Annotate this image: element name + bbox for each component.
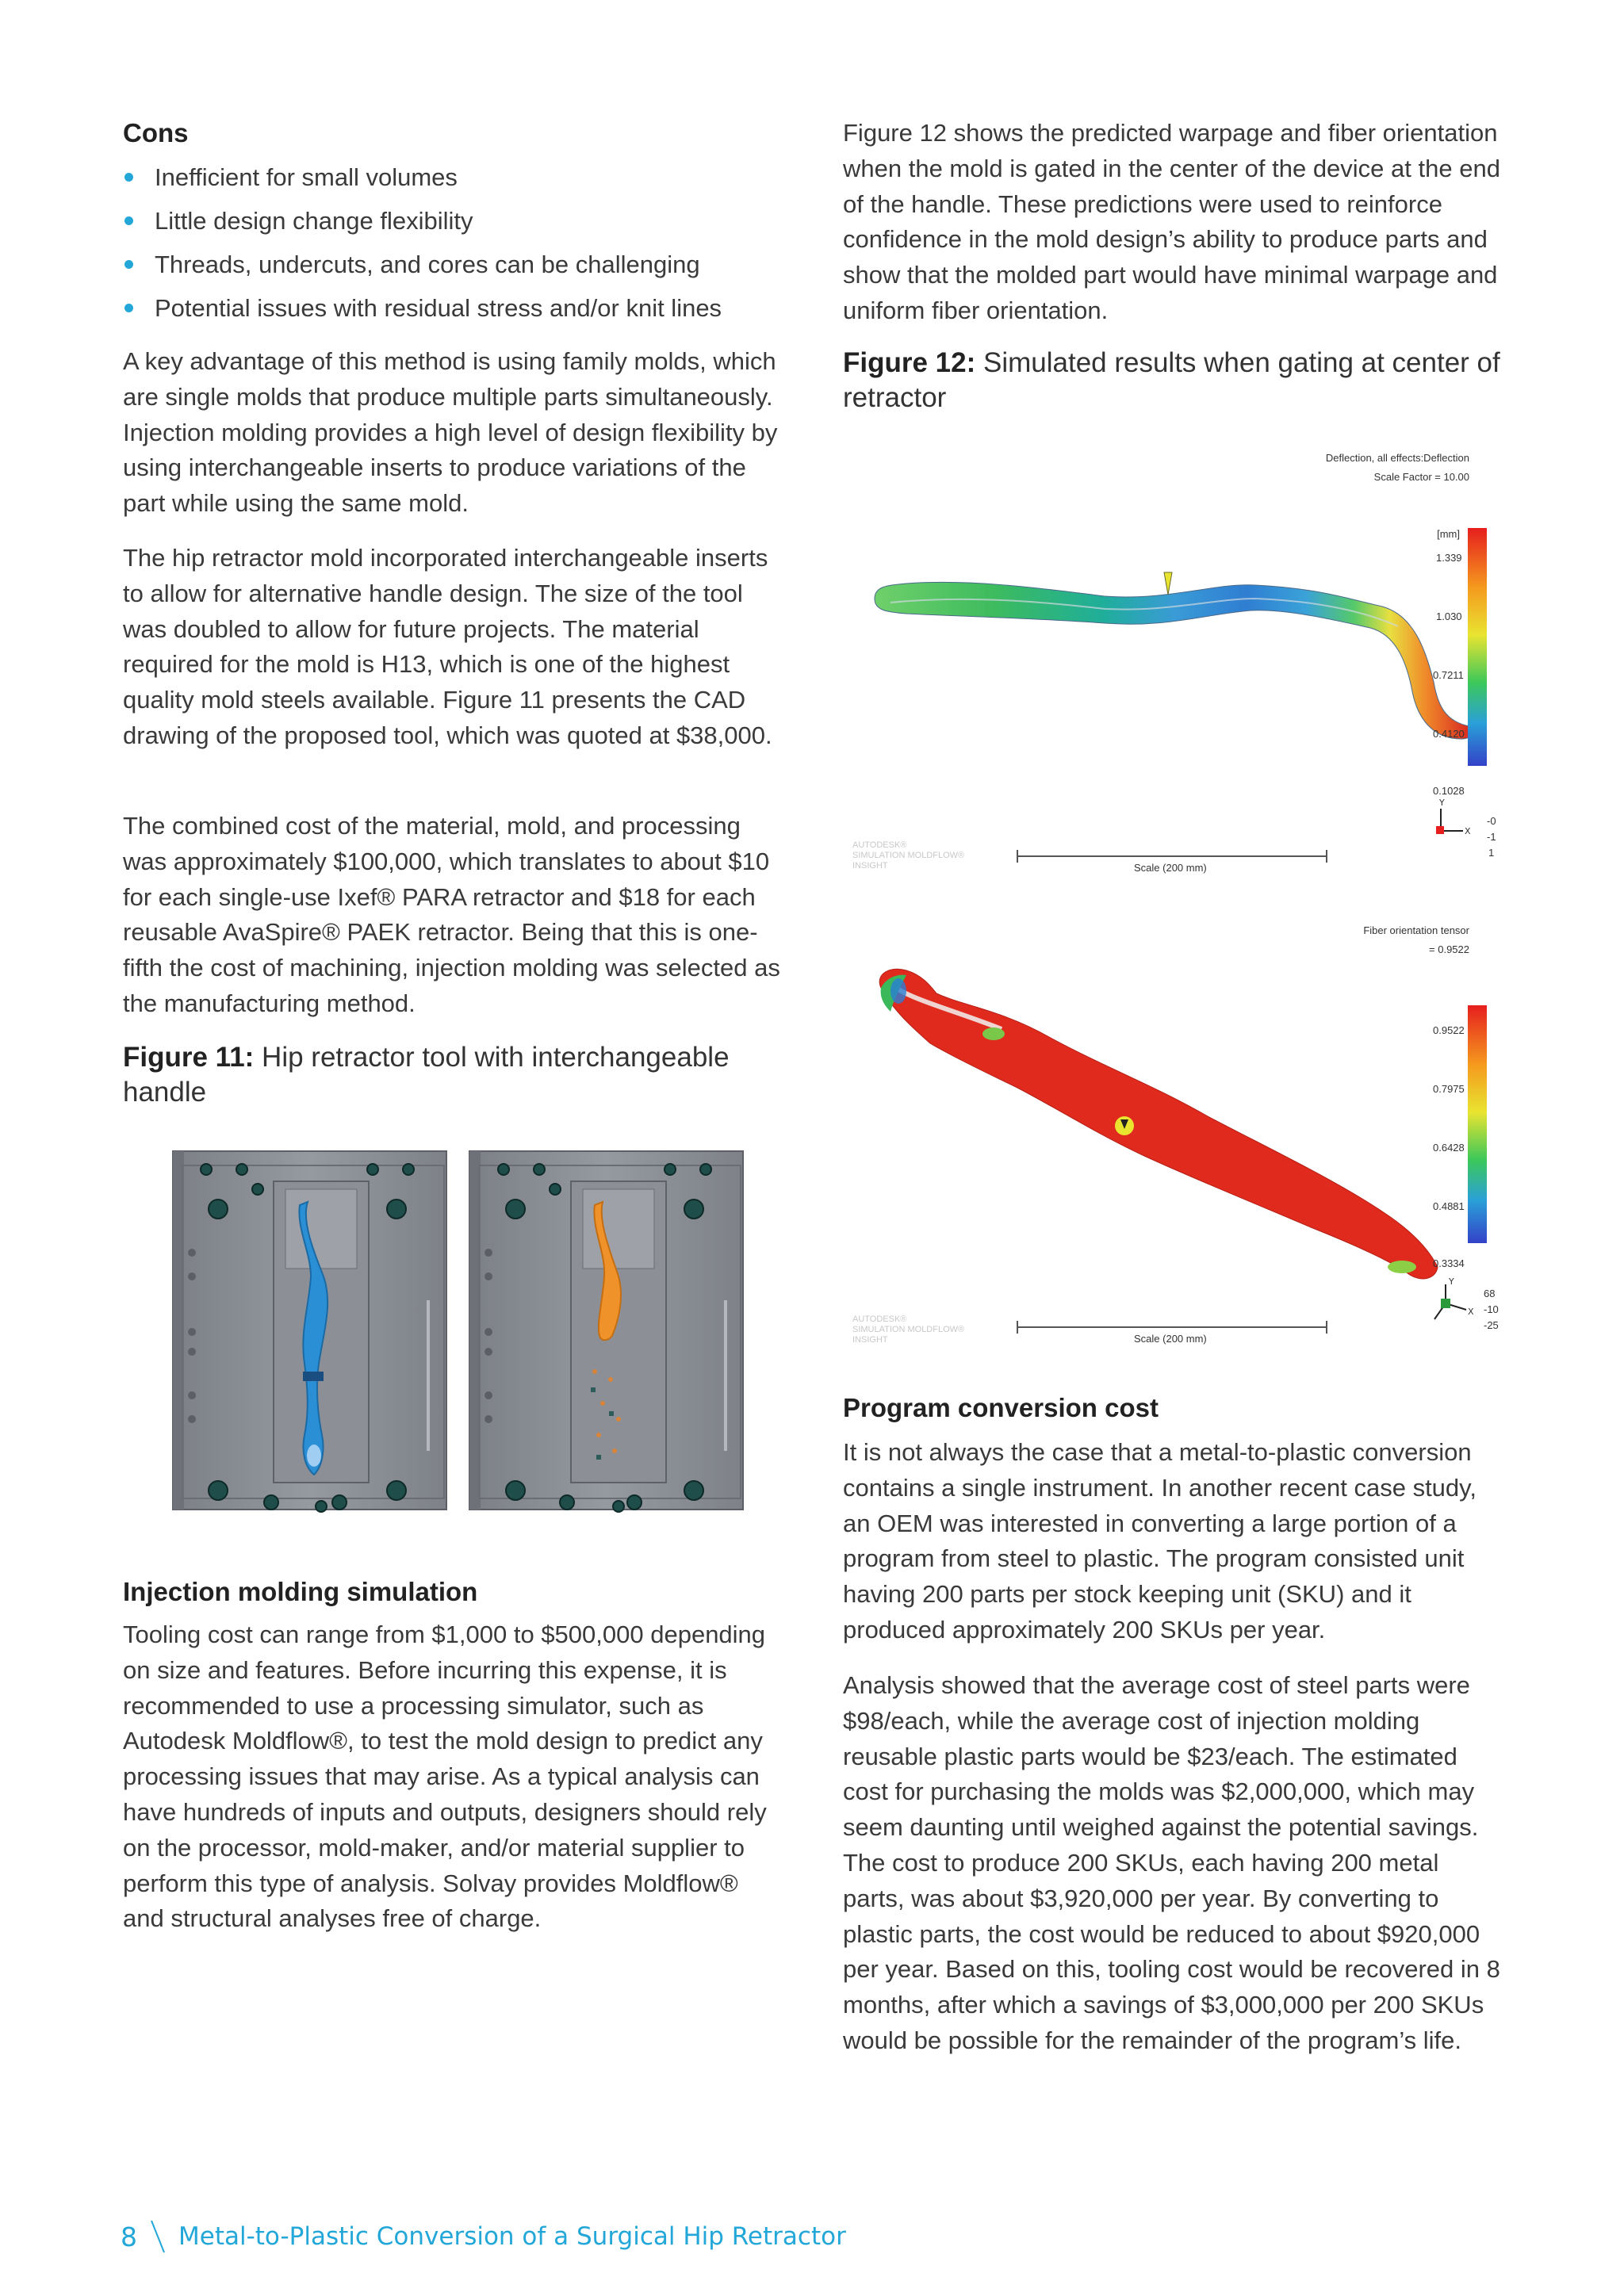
deflection-unit: [mm] xyxy=(1437,528,1460,540)
paragraph-family-molds: A key advantage of this method is using family molds, which are single molds that produce multiple parts simultaneously. Injection molding provides a high level of design flexibility by using interchangeable inserts to produce variations of the part while using the same mold. xyxy=(123,347,778,518)
bullet-dot xyxy=(124,304,133,312)
gate-marker xyxy=(1164,572,1172,595)
figure-11-caption: Figure 11: Hip retractor tool with interchangeable handle xyxy=(123,1042,730,1108)
triad-value: -1 xyxy=(1487,831,1496,843)
page-footer xyxy=(121,2217,846,2256)
moldflow-watermark: AUTODESK® SIMULATION MOLDFLOW® INSIGHT xyxy=(852,840,965,871)
mold-half-right xyxy=(469,1151,743,1512)
legend-value: 0.6428 xyxy=(1433,1142,1465,1154)
cons-heading: Cons xyxy=(123,118,189,147)
deflection-plot xyxy=(843,444,1501,888)
paragraph-simulation: Tooling cost can range from $1,000 to $500,000 depending on size and features. Before incurring this expense, it is recommended to use a processing simulator, such as Autodesk Moldflow®, to test the mold design to predict any processing issues that may arise. As a typical analysis can have hundreds of inputs and outputs, designers should rely on the processor, mold-maker, and/or material supplier to perform this type of analysis. Solvay provides Moldflow® and structural analyses free of charge. xyxy=(123,1621,767,1933)
triad-value: -25 xyxy=(1484,1319,1499,1331)
svg-text:Y: Y xyxy=(1439,798,1445,808)
fiber-orientation-plot xyxy=(843,918,1501,1362)
legend-value: 0.3334 xyxy=(1433,1257,1465,1269)
legend-value: 0.4881 xyxy=(1433,1200,1465,1212)
svg-text:Y: Y xyxy=(1449,1276,1454,1287)
legend-value: 1.030 xyxy=(1436,610,1462,622)
fiber-color-legend xyxy=(1468,1005,1487,1243)
legend-value: 0.9522 xyxy=(1433,1024,1465,1036)
paragraph-program-intro: It is not always the case that a metal-to-plastic conversion contains a single instrument. In another recent case study, an OEM was interested in converting a large portion of a program from steel to plastic. The program consisted unit having 200 parts per stock keeping unit (SKU) and it produced approximately 200 SKUs per year. xyxy=(843,1438,1477,1644)
triad-value: 1 xyxy=(1488,847,1495,859)
moldflow-watermark: AUTODESK® SIMULATION MOLDFLOW® INSIGHT xyxy=(852,1314,965,1345)
legend-value: 0.7975 xyxy=(1433,1083,1465,1095)
deflection-scale-factor: Scale Factor = 10.00 xyxy=(1373,471,1469,483)
svg-text:X: X xyxy=(1465,826,1471,836)
list-item: Inefficient for small volumes xyxy=(123,155,781,199)
deflection-part-shape xyxy=(875,582,1473,739)
bullet-dot xyxy=(124,173,133,182)
simulation-heading: Injection molding simulation xyxy=(123,1577,478,1606)
triad-value: -10 xyxy=(1484,1303,1499,1315)
triad-value: 68 xyxy=(1484,1288,1496,1299)
figure-11-mold-drawing xyxy=(123,1134,781,1538)
list-item: Little design change flexibility xyxy=(123,199,781,243)
deflection-scale-label: Scale (200 mm) xyxy=(1134,862,1207,874)
footer-separator-icon xyxy=(148,2219,167,2254)
figure-12-caption: Figure 12: Simulated results when gating at center of retractor xyxy=(843,347,1500,413)
deflection-color-legend xyxy=(1468,528,1487,766)
list-item: Threads, undercuts, and cores can be challenging xyxy=(123,243,781,286)
paragraph-combined-cost: The combined cost of the material, mold, and processing was approximately $100,000, which translates to about $10 for each single-use Ixef® PARA retractor and $18 for each reusable AvaSpire® PAEK retractor. Being that this is one-fifth the cost of machining, injection molding was selected as the manufacturing method. xyxy=(123,812,780,1017)
fiber-title: Fiber orientation tensor xyxy=(1363,924,1469,936)
bullet-dot xyxy=(124,216,133,225)
cons-list xyxy=(123,155,781,330)
legend-value: 0.1028 xyxy=(1433,785,1465,797)
legend-value: 1.339 xyxy=(1436,552,1462,564)
svg-text:X: X xyxy=(1468,1307,1474,1317)
fiber-triad xyxy=(1434,1276,1474,1319)
fiber-value: = 0.9522 xyxy=(1429,943,1469,955)
deflection-triad xyxy=(1436,798,1471,836)
paragraph-figure-12-intro: Figure 12 shows the predicted warpage and fiber orientation when the mold is gated in the center of the device at the end of the handle. These predictions were used to reinforce confidence in the mold design’s ability to produce parts and show that the molded part would have minimal warpage and uniform fiber orientation. xyxy=(843,119,1500,324)
legend-value: 0.4120 xyxy=(1433,728,1465,740)
fiber-scale-label: Scale (200 mm) xyxy=(1134,1333,1207,1345)
deflection-panel xyxy=(843,444,1501,888)
fiber-orientation-panel xyxy=(843,918,1501,1362)
program-heading: Program conversion cost xyxy=(843,1393,1159,1422)
list-item: Potential issues with residual stress and/or knit lines xyxy=(123,286,781,330)
triad-value: -0 xyxy=(1487,815,1496,827)
legend-value: 0.7211 xyxy=(1433,669,1464,681)
bullet-dot xyxy=(124,260,133,269)
page-number: 8 xyxy=(121,2221,137,2252)
footer-title: Metal-to-Plastic Conversion of a Surgical Hip Retractor xyxy=(178,2222,846,2251)
paragraph-mold-inserts: The hip retractor mold incorporated interchangeable inserts to allow for alternative handle design. The size of the tool was doubled to allow for future projects. The material required for the mold is H13, which is one of the highest quality mold steels available. Figure 11 presents the CAD drawing of the proposed tool, which was quoted at $38,000. xyxy=(123,544,772,749)
mold-half-left xyxy=(173,1151,446,1512)
paragraph-cost-analysis: Analysis showed that the average cost of steel parts were $98/each, while the average cost of injection molding reusable plastic parts would be $23/each. The estimated cost for purchasing the molds was $2,000,000, which may seem daunting until weighed against the potential savings. The cost to produce 200 SKUs, each having 200 metal parts, was about $3,920,000 per year. By converting to plastic parts, the cost would be reduced to about $920,000 per year. Based on this, tooling cost would be recovered in 8 months, after which a savings of $3,000,000 per 200 SKUs would be possible for the remainder of the program’s life. xyxy=(843,1671,1500,2054)
deflection-title: Deflection, all effects:Deflection xyxy=(1325,452,1469,464)
